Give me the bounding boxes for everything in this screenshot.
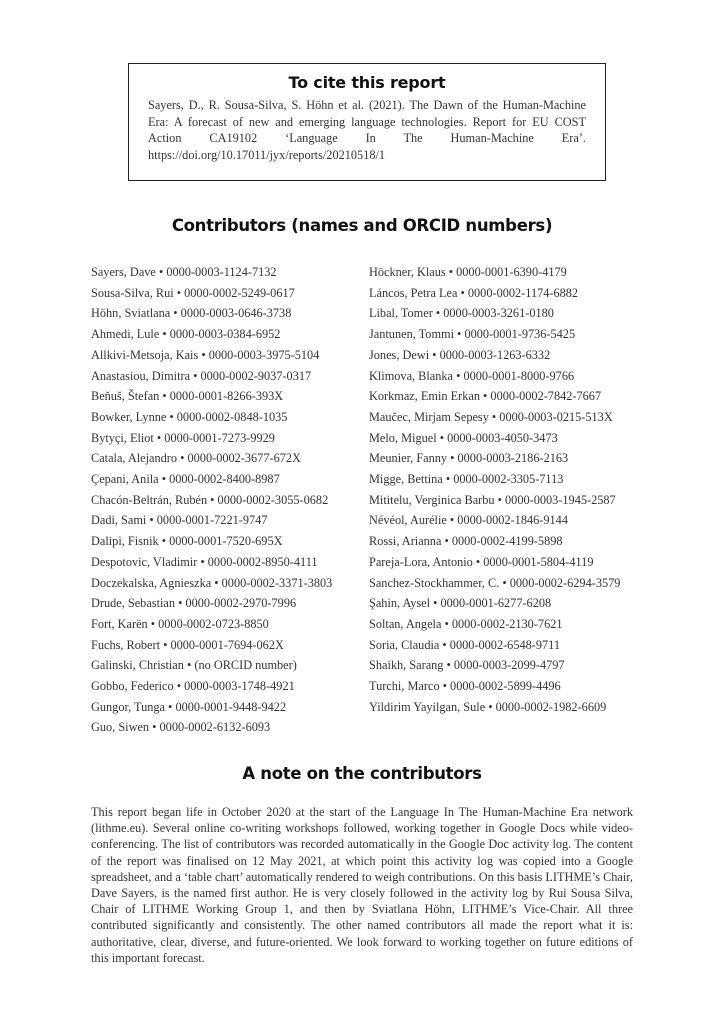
contributor-entry: Allkivi-Metsoja, Kais • 0000-0003-3975-5104	[91, 347, 320, 362]
citation-text: Sayers, D., R. Sousa-Silva, S. Höhn et al. (2021). The Dawn of the Human-Machine Era: A forecast of new and emerging language technologies. Report for EU COST Action CA19102 ‘Language In The Human-Machine Era’. https://doi.org/10.17011/jyx/reports/20210518/1	[148, 98, 586, 162]
contributor-entry: Névéol, Aurélie • 0000-0002-1846-9144	[369, 513, 568, 528]
note-paragraph: This report began life in October 2020 at the start of the Language In The Human-Machine Era network (lithme.eu). Several online co-writing workshops followed, working together in Google Docs while video-conferencing. The list of contributors was recorded automatically in the Google Doc activity log. The content of the report was finalised on 12 May 2021, at which point this activity log was copied into a Google spreadsheet, and a ‘table chart’ automatically rendered to weigh contributions. On this basis LITHME’s Chair, Dave Sayers, is the named first author. He is very closely followed in the activity log by Rui Sousa Silva, Chair of LITHME Working Group 1, and then by Sviatlana Höhn, LITHME’s Vice-Chair. All three contributed significantly and consistently. The other named contributors all made the report what it is: authoritative, clear, diverse, and future-oriented. We look forward to working together on future editions of this important forecast.	[91, 805, 633, 965]
contributor-entry: Jantunen, Tommi • 0000-0001-9736-5425	[369, 327, 576, 342]
contributors-right-column	[369, 262, 659, 717]
contributor-entry: Soria, Claudia • 0000-0002-6548-9711	[369, 637, 561, 652]
contributor-entry: Guo, Siwen • 0000-0002-6132-6093	[91, 720, 271, 735]
contributor-entry: Anastasiou, Dimitra • 0000-0002-9037-0317	[91, 368, 312, 383]
contributors-left-column	[91, 262, 361, 738]
contributor-entry: Ahmedi, Lule • 0000-0003-0384-6952	[91, 327, 281, 342]
contributor-entry: Fort, Karën • 0000-0002-0723-8850	[91, 616, 269, 631]
contributor-entry: Bowker, Lynne • 0000-0002-0848-1035	[91, 409, 288, 424]
contributors-heading: Contributors (names and ORCID numbers)	[171, 216, 553, 235]
contributor-entry: Catala, Alejandro • 0000-0002-3677-672X	[91, 451, 301, 466]
contributor-entry: Gungor, Tunga • 0000-0001-9448-9422	[91, 699, 287, 714]
contributor-entry: Yildirim Yayilgan, Sule • 0000-0002-1982-6609	[369, 699, 607, 714]
contributor-entry: Migge, Bettina • 0000-0002-3305-7113	[369, 472, 564, 487]
contributor-entry: Çepani, Anila • 0000-0002-8400-8987	[91, 472, 280, 487]
contributor-entry: Shaikh, Sarang • 0000-0003-2099-4797	[369, 658, 565, 673]
citation-title: To cite this report	[288, 73, 446, 92]
contributor-entry: Höckner, Klaus • 0000-0001-6390-4179	[369, 265, 567, 279]
contributor-entry: Melo, Miguel • 0000-0003-4050-3473	[369, 430, 558, 445]
contributor-entry: Jones, Dewi • 0000-0003-1263-6332	[369, 347, 551, 362]
contributor-entry: Sousa-Silva, Rui • 0000-0002-5249-0617	[91, 285, 295, 300]
contributor-entry: Soltan, Angela • 0000-0002-2130-7621	[369, 616, 563, 631]
contributor-entry: Dalipi, Fisnik • 0000-0001-7520-695X	[91, 534, 283, 549]
contributor-entry: Rossi, Arianna • 0000-0002-4199-5898	[369, 534, 563, 549]
note-heading: A note on the contributors	[242, 764, 482, 783]
contributor-entry: Pareja-Lora, Antonio • 0000-0001-5804-4119	[369, 554, 594, 569]
contributor-entry: Bytyçi, Eliot • 0000-0001-7273-9929	[91, 430, 275, 445]
contributor-entry: Dadi, Sami • 0000-0001-7221-9747	[91, 513, 268, 528]
contributor-entry: Turchi, Marco • 0000-0002-5899-4496	[369, 679, 561, 694]
contributor-entry: Maučec, Mirjam Sepesy • 0000-0003-0215-513X	[369, 409, 613, 424]
contributor-entry: Láncos, Petra Lea • 0000-0002-1174-6882	[369, 285, 579, 300]
contributor-entry: Şahin, Aysel • 0000-0001-6277-6208	[369, 596, 552, 611]
contributor-entry: Chacón-Beltrán, Rubén • 0000-0002-3055-0682	[91, 492, 329, 507]
contributor-entry: Despotovic, Vladimir • 0000-0002-8950-4111	[91, 554, 318, 569]
contributor-entry: Doczekalska, Agnieszka • 0000-0002-3371-3803	[91, 575, 333, 590]
contributor-entry: Sayers, Dave • 0000-0003-1124-7132	[91, 265, 277, 279]
contributor-entry: Libal, Tomer • 0000-0003-3261-0180	[369, 306, 554, 321]
contributor-entry: Korkmaz, Emin Erkan • 0000-0002-7842-7667	[369, 389, 602, 404]
contributor-entry: Mititelu, Verginica Barbu • 0000-0003-1945-2587	[369, 492, 616, 507]
contributor-entry: Drude, Sebastian • 0000-0002-2970-7996	[91, 596, 297, 611]
contributor-entry: Klimova, Blanka • 0000-0001-8000-9766	[369, 368, 575, 383]
contributor-entry: Gobbo, Federico • 0000-0003-1748-4921	[91, 679, 295, 694]
contributor-entry: Sanchez-Stockhammer, C. • 0000-0002-6294-3579	[369, 575, 621, 590]
contributor-entry: Meunier, Fanny • 0000-0003-2186-2163	[369, 451, 569, 466]
citation-box	[128, 63, 606, 181]
contributor-entry: Beňuš, Štefan • 0000-0001-8266-393X	[91, 389, 284, 404]
contributor-entry: Fuchs, Robert • 0000-0001-7694-062X	[91, 637, 284, 652]
contributor-entry: Höhn, Sviatlana • 0000-0003-0646-3738	[91, 306, 292, 321]
contributor-entry: Galinski, Christian • (no ORCID number)	[91, 658, 297, 673]
